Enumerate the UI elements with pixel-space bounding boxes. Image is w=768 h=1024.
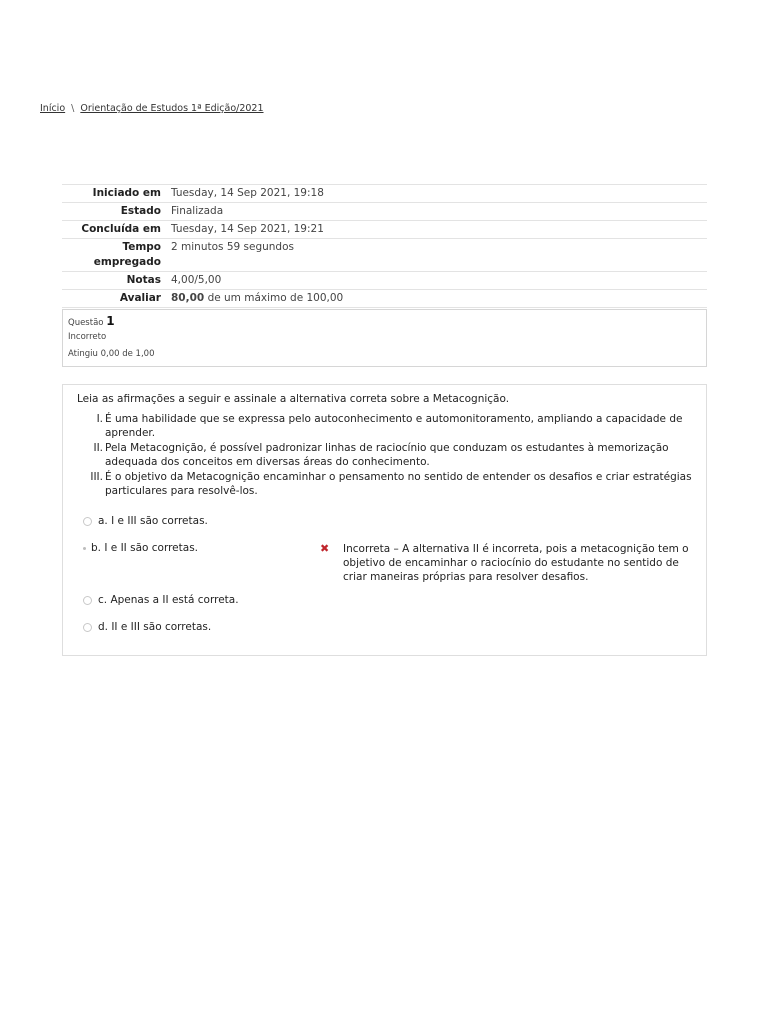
answer-option-label: c. Apenas a II está correta. [98,594,239,606]
answer-option-b[interactable] [83,542,198,554]
summary-label: Concluída em [81,223,161,235]
question-text: Leia as afirmações a seguir e assinale a alternativa correta sobre a Metacognição. [77,393,510,405]
incorrect-x-icon: ✖ [320,542,330,555]
summary-value: Tuesday, 14 Sep 2021, 19:18 [171,187,324,199]
answer-option-a[interactable] [83,515,208,527]
question-grade: Atingiu 0,00 de 1,00 [68,349,155,359]
summary-label: Notas [126,274,161,286]
breadcrumb-separator: \ [71,103,75,114]
statement-item [89,412,699,440]
answer-option-c[interactable] [83,594,239,606]
summary-row-grade [62,290,707,308]
summary-value: 4,00/5,00 [171,274,222,286]
radio-button[interactable] [83,623,92,632]
grade-value: 80,00 [171,292,205,304]
breadcrumb-home-link[interactable]: Início [40,103,66,114]
attempt-summary-table [62,184,707,308]
summary-row-started [62,185,707,203]
answer-option-d[interactable] [83,621,211,633]
statement-item [89,470,699,498]
summary-label: Estado [120,205,161,217]
summary-row-completed [62,221,707,239]
statement-number: III. [90,471,103,483]
summary-row-marks [62,272,707,290]
summary-row-time-taken [62,239,707,272]
statement-item [89,441,699,469]
question-info-box [62,309,707,367]
breadcrumb-course-link[interactable]: Orientação de Estudos 1ª Edição/2021 [80,103,264,114]
answer-option-label: d. II e III são corretas. [98,621,212,633]
breadcrumb [40,103,264,114]
grade-max-text: de um máximo de 100,00 [207,292,344,304]
summary-label: Iniciado em [92,187,161,199]
statement-text: É o objetivo da Metacognição encaminhar o pensamento no sentido de entender os desafios e criar estratégias particulares para resolvê-los. [105,471,692,497]
question-number-value: 1 [106,314,115,328]
statement-number: I. [96,413,103,425]
statement-number: II. [93,442,103,454]
answer-option-label: b. I e II são corretas. [91,542,199,554]
radio-button[interactable] [83,517,92,526]
statement-list [89,412,699,499]
summary-value: 2 minutos 59 segundos [171,241,294,253]
statement-text: Pela Metacognição, é possível padronizar linhas de raciocínio que conduzam os estudantes à memorização adequada dos conceitos em diversas áreas do conhecimento. [105,442,669,468]
summary-label: Tempo empregado [93,241,161,268]
answer-feedback: Incorreta – A alternativa II é incorreta, pois a metacognição tem o objetivo de encaminhar o raciocínio do estudante no sentido de criar maneiras próprias para resolver desafios. [343,543,689,583]
summary-value: Finalizada [171,205,224,217]
summary-value: Tuesday, 14 Sep 2021, 19:21 [171,223,324,235]
radio-button[interactable] [83,596,92,605]
question-state: Incorreto [68,332,107,342]
summary-label: Avaliar [119,292,161,304]
answer-option-label: a. I e III são corretas. [98,515,208,527]
question-content-box [62,384,707,656]
summary-row-state [62,203,707,221]
statement-text: É uma habilidade que se expressa pelo autoconhecimento e automonitoramento, ampliando a capacidade de aprender. [105,413,683,439]
summary-value [171,290,707,308]
selected-bullet-icon [83,547,86,550]
question-number [68,314,115,328]
question-label: Questão [68,318,104,328]
